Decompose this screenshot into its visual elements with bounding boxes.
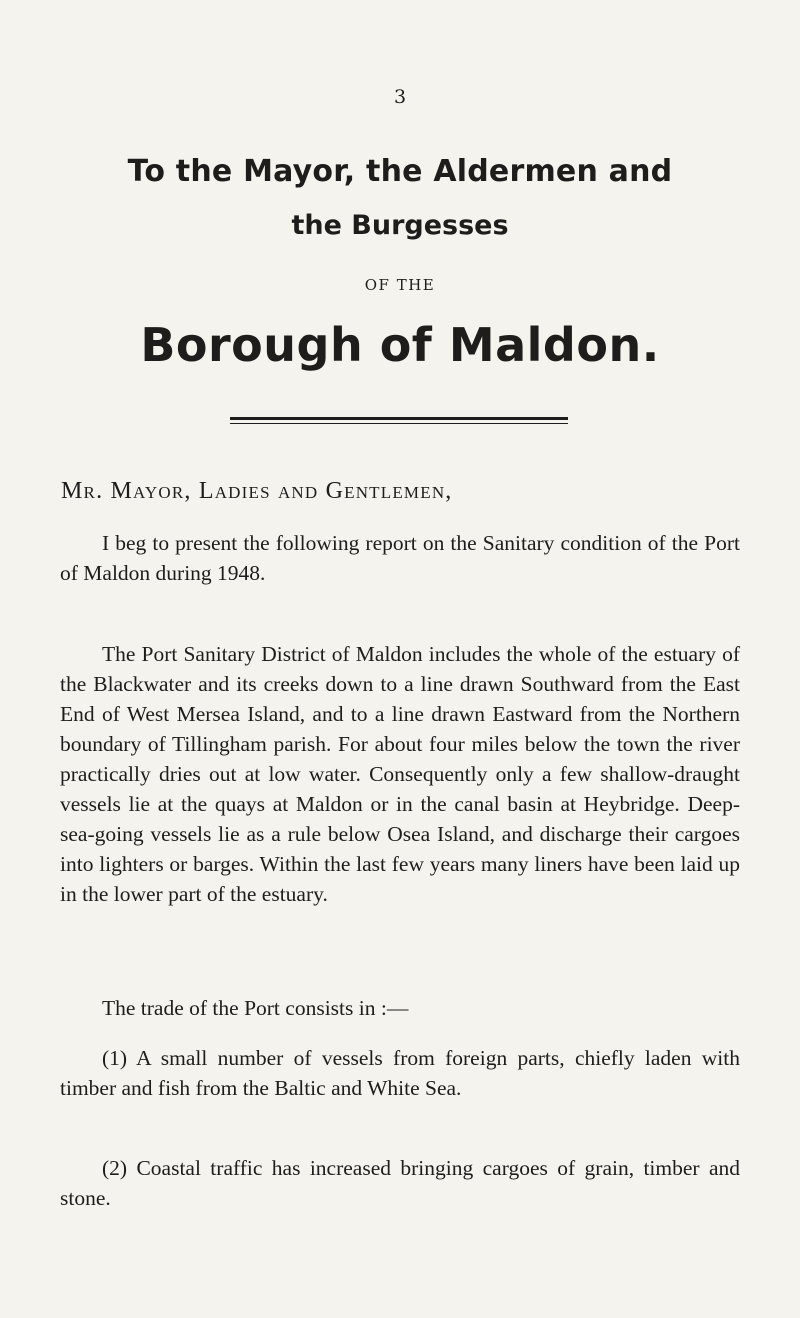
divider-thin [230,423,568,424]
salutation: Mr. Mayor, Ladies and Gentlemen, [61,478,453,504]
paragraph-trade-item-2: (2) Coastal traffic has increased bringing cargoes of grain, timber and stone. [60,1156,740,1210]
paragraph-port-district: The Port Sanitary District of Maldon includes the whole of the estuary of the Blackwater and its creeks down to a line drawn Southward from the East End of West Mersea Island, and to a line drawn Eastward from the Northern boundary of Tillingham parish. For about four miles below the town the river practically dries out at low water. Consequently only a few shallow-draught vessels lie at the quays at Maldon or in the canal basin at Heybridge. Deep-sea-going vessels lie as a rule below Osea Island, and discharge their cargoes into lighters or barges. Within the last few years many liners have been laid up in the lower part of the estuary. [60,642,740,906]
paragraph-trade-item-1: (1) A small number of vessels from foreign parts, chiefly laden with timber and fish from the Baltic and White Sea. [60,1046,740,1100]
title-line-2: the Burgesses [291,210,509,241]
paragraph-introduction: I beg to present the following report on the Sanitary condition of the Port of Maldon during 1948. [60,531,740,585]
title-line-1: To the Mayor, the Aldermen and [127,154,673,189]
title-borough: Borough of Maldon. [140,318,660,372]
divider-thick [230,417,568,420]
title-of-the: OF THE [364,276,436,294]
page-number: 3 [393,86,407,108]
paragraph-trade-intro: The trade of the Port consists in :— [102,996,409,1020]
